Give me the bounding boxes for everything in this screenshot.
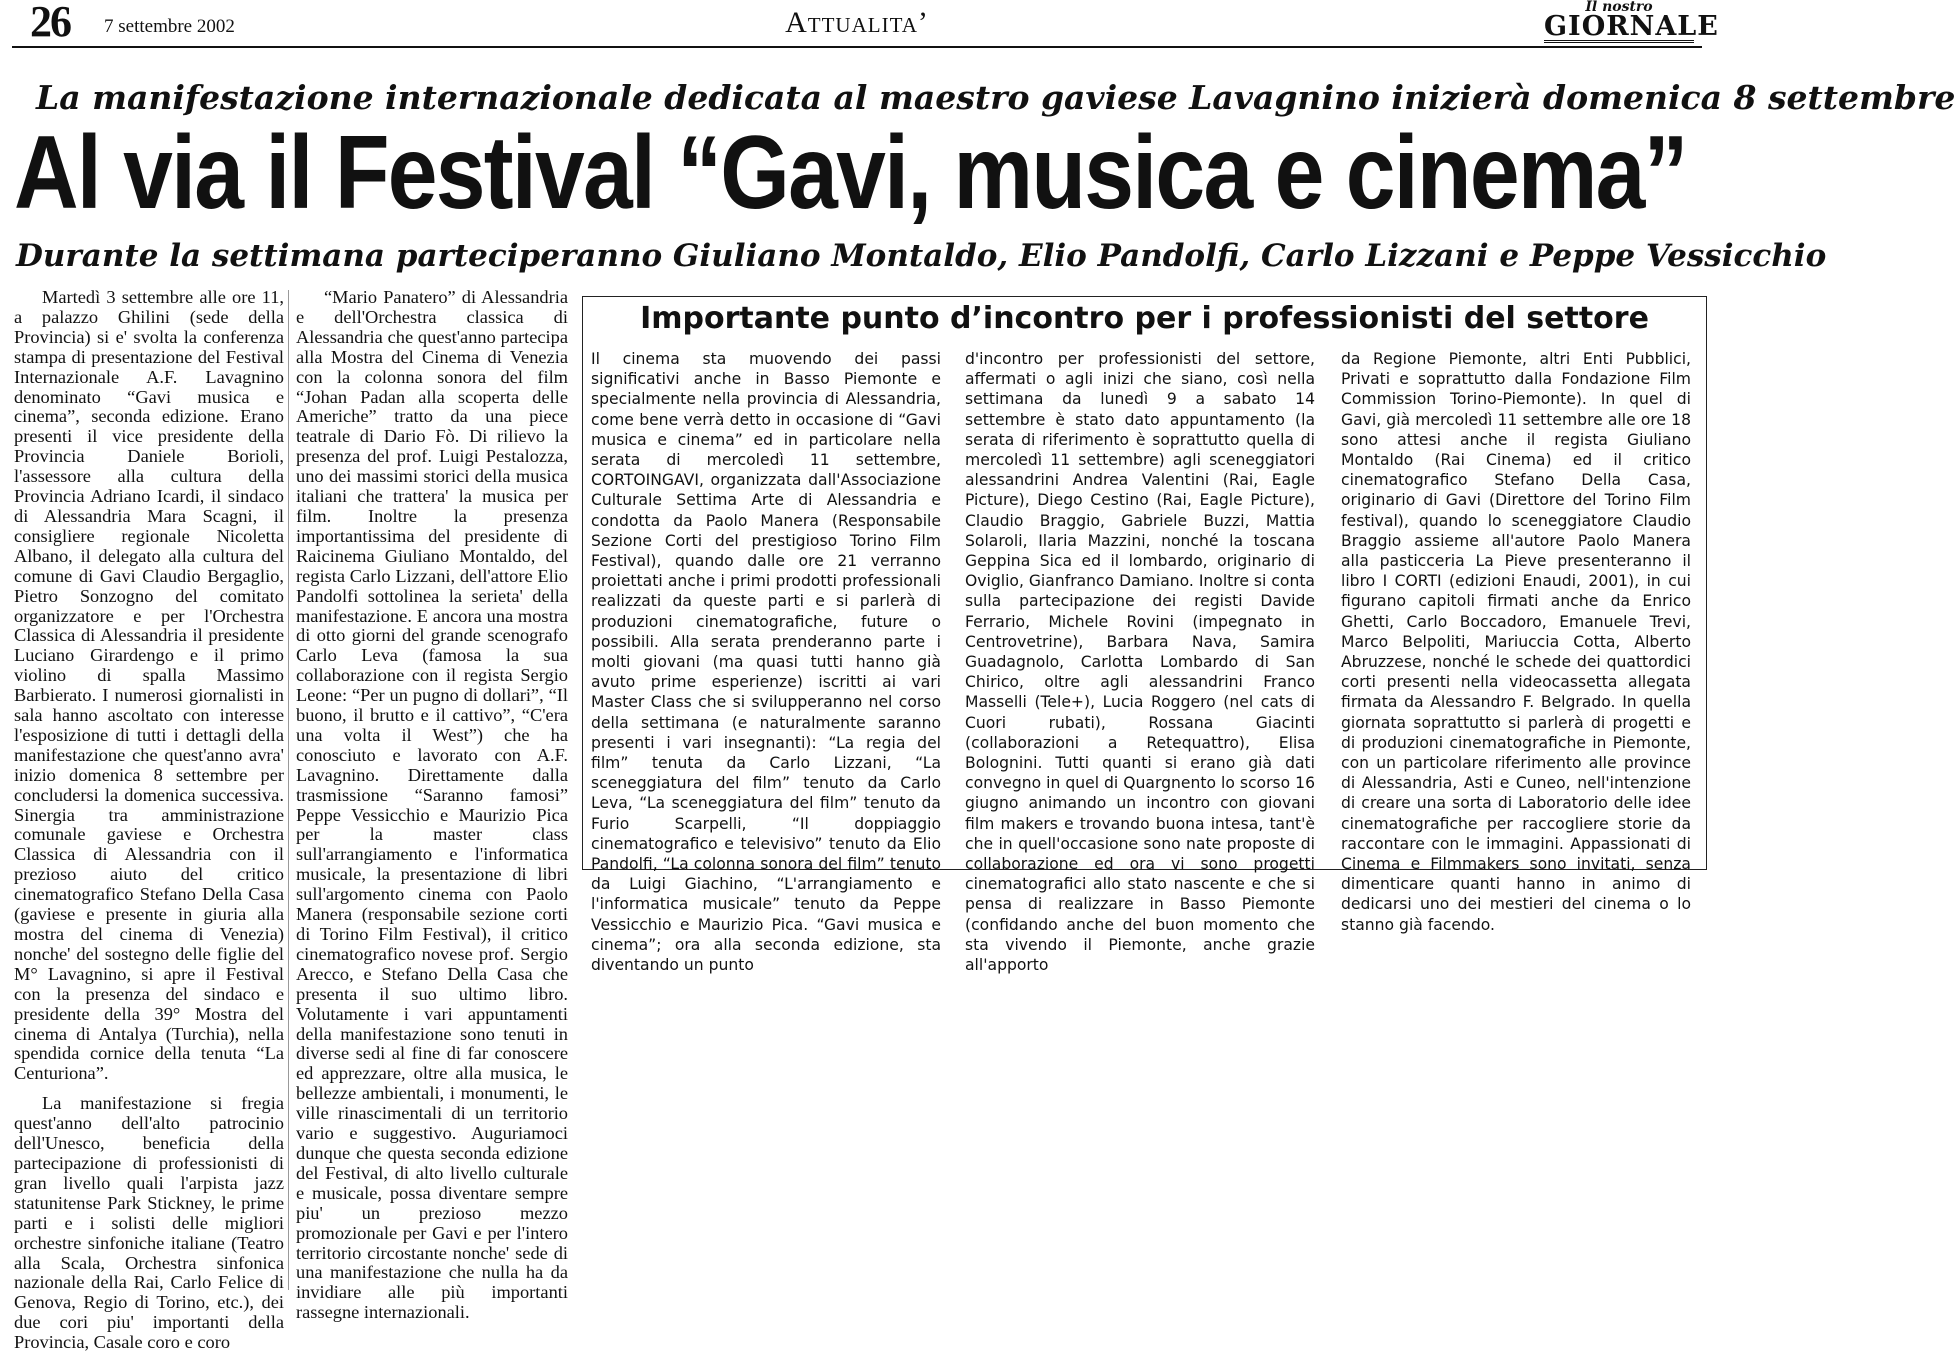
article-kicker: La manifestazione internazionale dedicata al maestro gaviese Lavagnino inizierà domenica 8 settembre: [36, 78, 1955, 117]
article-headline: Al via il Festival “Gavi, musica e cinema”: [14, 115, 1687, 231]
sidebar-column-1: [591, 349, 941, 975]
sidebar-paragraph: d'incontro per professionisti del settore, affermati o agli inizi che siano, così nella settimana da lunedì 9 a sabato 14 settembre è stato dato appuntamento (la serata di riferimento è soprattutto quella di mercoledì 11 settembre) agli sceneggiatori alessandrini Andrea Valentini (Rai, Eagle Picture), Diego Cestino (Rai, Eagle Picture), Claudio Braggio, Gabriele Buzzi, Mattia Solaroli, Ilaria Mazzini, nonché la toscana Geppina Sica ed il lombardo, originario di Oviglio, Gianfranco Damiano. Inoltre si conta sulla partecipazione dei registi Davide Ferrario, Michele Rovini (impegnato in Centrovetrine), Barbara Nava, Samira Guadagnolo, Carlotta Lombardo di San Chirico, oltre agli alessandrini Franco Masselli (Tele+), Lucia Roggero (nel cats di Cuori rubati), Rossana Giacinti (collaborazioni a Retequattro), Elisa Bolognini. Tutti quanti si erano già dati convegno in quel di Quargnento lo scorso 16 giugno animando un incontro con giovani film makers e trovando buona intesa, tant'è che in quell'occasione sono nate proposte di collaborazione ed ora vi sono progetti cinematografici allo stato nascente e che si pensa di realizzare in Basso Piemonte (confidando anche del buon momento che sta vivendo il Piemonte, anche grazie all'apporto: [965, 350, 1315, 975]
sidebar-column-2: [965, 349, 1315, 975]
article-paragraph: La manifestazione si fregia quest'anno dell'alto patrocinio dell'Unesco, beneficia della partecipazione di professionisti di gran livello quali l'arpista jazz statunitense Park Stickney, le prime parti e i solisti delle migliori orchestre sinfoniche italiane (Teatro alla Scala, Orchestra sinfonica nazionale della Rai, Carlo Felice di Genova, Regio di Torino, etc.), dei due cori piu' importanti della Provincia, Casale coro e coro: [14, 1093, 284, 1353]
logo-name: GIORNALE: [1544, 11, 1719, 42]
issue-date: 7 settembre 2002: [104, 16, 235, 37]
article-column-1: [14, 288, 284, 1353]
sidebar-box: [582, 296, 1707, 975]
sidebar-title: Importante punto d’incontro per i professionisti del settore: [640, 301, 1649, 336]
article-paragraph: “Mario Panatero” di Alessandria e dell'Orchestra classica di Alessandria che quest'anno partecipa alla Mostra del Cinema di Venezia con la colonna sonora del film “Johan Padan alla scoperta delle Americhe” tratto da una piece teatrale di Dario Fò. Di rilievo la presenza del prof. Luigi Pestalozza, uno dei massimi storici della musica italiani che trattera' la musica per film. Inoltre la presenza importantissima del presidente di Raicinema Giuliano Montaldo, del regista Carlo Lizzani, dell'attore Elio Pandolfi sottolinea la serieta' della manifestazione. E ancora una mostra di otto giorni del grande scenografo Carlo Leva (famosa la sua collaborazione con il regista Sergio Leone: “Per un pugno di dollari”, “Il buono, il brutto e il cattivo”, “C'era una volta il West”) che ha conosciuto e lavorato con A.F. Lavagnino. Direttamente dalla trasmissione “Saranno famosi” Peppe Vessicchio e Maurizio Pica per la master class sull'arrangiamento e l'informatica musicale, la presentazione di libri sull'argomento cinema con Paolo Manera (responsabile sezione corti di Torino Film Festival), il critico cinematografico novese prof. Sergio Arecco, e Stefano Della Casa che presenta il suo ultimo libro. Volutamente i vari appuntamenti della manifestazione sono tenuti in diverse sedi al fine di far conoscere ed apprezzare, oltre alla musica, le bellezze ambientali, i monumenti, le ville rinascimentali di un territorio vario e suggestivo. Auguriamoci dunque che questa seconda edizione del Festival, di alto livello culturale e musicale, possa diventare sempre piu' un prezioso mezzo promozionale per Gavi e per l'intero territorio circostante nonche' sede di una manifestazione che nulla ha da invidiare alle più importanti rassegne internazionali.: [296, 287, 568, 1323]
sidebar-paragraph: da Regione Piemonte, altri Enti Pubblici, Privati e soprattutto dalla Fondazione Film Commission Torino-Piemonte). In quel di Gavi, già mercoledì 11 settembre alle ore 18 sono attesi anche il regista Giuliano Montaldo (Rai Cinema) ed il critico cinematografico Stefano Della Casa, originario di Gavi (Direttore del Torino Film festival), quando lo sceneggiatore Claudio Braggio assieme all'autore Paolo Manera alla pasticceria La Pieve presenteranno il libro I CORTI (edizioni Enaudi, 2001), in cui figurano capitoli firmati anche da Enrico Ghetti, Carlo Boccadoro, Emanuele Trevi, Marco Belpoliti, Mariuccia Cotta, Alberto Abruzzese, nonché le schede dei quattordici corti presenti nella videocassetta allegata firmata da Alessandro F. Belgrado. In quella giornata soprattutto si parlerà di progetti e di produzioni cinematografiche in Piemonte, con un particolare riferimento alle province di Alessandria, Asti e Cuneo, nell'intenzione di creare una sorta di Laboratorio delle idee cinematografiche per raccogliere storie da raccontare con le immagini. Appassionati di Cinema e Filmmakers sono invitati, senza dimenticare quanti hanno in animo di dedicarsi uno dei mestieri del cinema o lo stanno già facendo.: [1341, 350, 1691, 934]
article-paragraph: Martedì 3 settembre alle ore 11, a palazzo Ghilini (sede della Provincia) si e' svolta la conferenza stampa di presentazione del Festival Internazionale A.F. Lavagnino denominato “Gavi musica e cinema”, seconda edizione. Erano presenti il vice presidente della Provincia Daniele Borioli, l'assessore alla cultura della Provincia Adriano Icardi, il sindaco di Alessandria Mara Scagni, il consigliere regionale Nicoletta Albano, il delegato alla cultura del comune di Gavi Claudio Bergaglio, Pietro Sonzogno del comitato organizzatore e per l'Orchestra Classica di Alessandria il presidente Luciano Girardengo e il primo violino di spalla Massimo Barbierato. I numerosi giornalisti in sala hanno ascoltato con interesse l'esposizione di tutti i dettagli della manifestazione che quest'anno avra' inizio domenica 8 settembre per concludersi la domenica successiva. Sinergia tra amministrazione comunale gaviese e Orchestra Classica di Alessandria con il prezioso aiuto del critico cinematografico Stefano Della Casa (gaviese e presente in giuria alla mostra del cinema di Venezia) nonche' del sostegno delle figlie del M° Lavagnino, si apre il Festival con la presenza del sindaco e presidente della 39° Mostra del cinema di Antalya (Turchia), nella spendida cornice della tenuta “La Centuriona”.: [14, 287, 284, 1084]
column-divider: [288, 290, 289, 1290]
sidebar-column-3: [1341, 349, 1691, 935]
article-subhead: Durante la settimana parteciperanno Giuliano Montaldo, Elio Pandolfi, Carlo Lizzani e Peppe Vessicchio: [16, 238, 1827, 274]
section-title: Attualita’: [785, 6, 929, 39]
newspaper-logo: [1544, 0, 1719, 43]
article-column-2: [296, 288, 568, 1323]
logo-tagline: Il nostro: [1585, 0, 1653, 15]
masthead: [12, 0, 1719, 48]
sidebar-paragraph: Il cinema sta muovendo dei passi significativi anche in Basso Piemonte e specialmente nella provincia di Alessandria, come bene verrà detto in occasione di “Gavi musica e cinema” ed in particolare nella serata di mercoledì 11 settembre, CORTOINGAVI, organizzata dall'Associazione Culturale Settima Arte di Alessandria e condotta da Paolo Manera (Responsabile Sezione Corti del prestigioso Torino Film Festival), quando dalle ore 21 verranno proiettati anche i primi prodotti professionali realizzati da queste parti e si parlerà di produzioni cinematografiche, future o possibili. Alla serata prenderanno parte i molti giovani (ma quasi tutti hanno già avuto prime esperienze) iscritti ai vari Master Class che si svilupperanno nel corso della settimana (e naturalmente saranno presenti i vari insegnanti): “La regia del film” tenuta da Carlo Lizzani, “La sceneggiatura del film” tenuto da Carlo Leva, “La sceneggiatura del film” tenuto da Furio Scarpelli, “Il doppiaggio cinematografico e televisivo” tenuto da Elio Pandolfi, “La colonna sonora del film” tenuto da Luigi Giachino, “L'arrangiamento e l'informatica musicale” tenuto da Peppe Vessicchio e Maurizio Pica. “Gavi musica e cinema”; ora alla seconda edizione, sta diventando un punto: [591, 350, 941, 975]
page-number: 26: [30, 0, 70, 46]
